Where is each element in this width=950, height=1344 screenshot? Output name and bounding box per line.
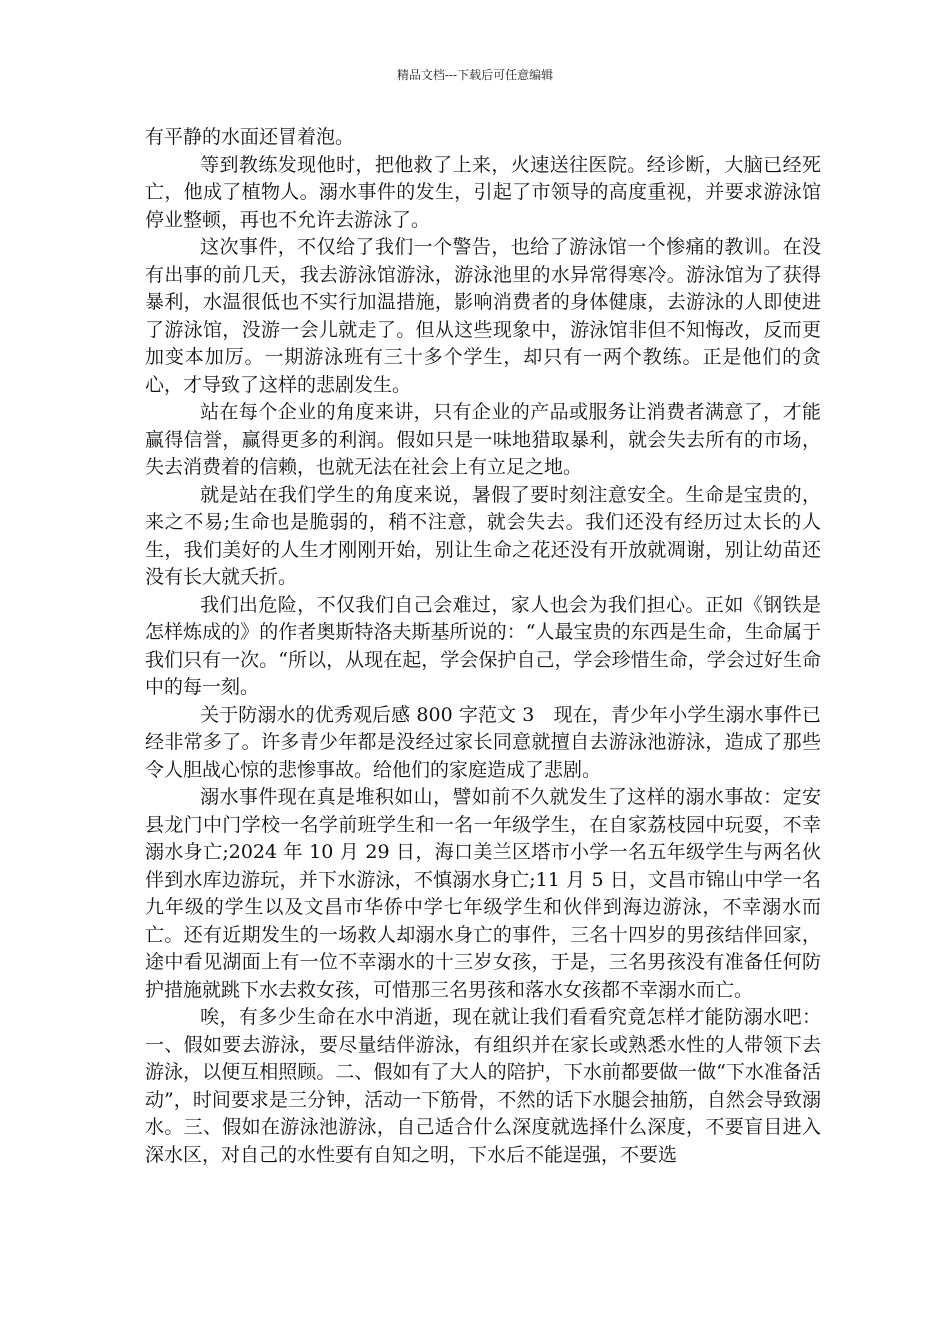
paragraph-7: 关于防溺水的优秀观后感 800 字范文 3 现在，青少年小学生溺水事件已经非常多了。许多青少年都是没经过家长同意就擅自去游泳池游泳，造成了那些令人胆战心惊的悲惨事故。给他们的家庭造成了悲剧。 bbox=[145, 703, 821, 781]
paragraph-4: 站在每个企业的角度来讲，只有企业的产品或服务让消费者满意了，才能赢得信誉，赢得更多的利润。假如只是一味地猎取暴利，就会失去所有的市场，失去消费着的信赖，也就无法在社会上有立足之地。 bbox=[145, 401, 821, 478]
paragraph-8: 溺水事件现在真是堆积如山，譬如前不久就发生了这样的溺水事故：定安县龙门中门学校一名学前班学生和一名一年级学生，在自家荔枝园中玩耍，不幸溺水身亡;2024 年 10 月 29 日，海口美兰区塔市小学一名五年级学生与两名伙伴到水库边游玩，并下水游泳，不慎溺水身亡;11 月 5 日，文昌市锦山中学一名九年级的学生以及文昌市华侨中学七年级学生和伙伴到海边游泳，不幸溺水而亡。还有近期发生的一场救人却溺水身亡的事件，三名十四岁的男孩结伴回家，途中看见湖面上有一位不幸溺水的十三岁女孩，于是，三名男孩没有准备任何防护措施就跳下水去救女孩，可惜那三名男孩和落水女孩都不幸溺水而亡。 bbox=[145, 786, 821, 1001]
paragraph-1: 有平静的水面还冒着泡。 bbox=[145, 126, 355, 148]
paragraph-5: 就是站在我们学生的角度来说，暑假了要时刻注意安全。生命是宝贵的，来之不易;生命也是脆弱的，稍不注意，就会失去。我们还没有经历过太长的人生，我们美好的人生才刚刚开始，别让生命之花还没有开放就凋谢，别让幼苗还没有长大就夭折。 bbox=[145, 483, 821, 588]
document-body bbox=[145, 124, 821, 1169]
page-header: 精品文档---下载后可任意编辑 bbox=[396, 68, 554, 82]
paragraph-3: 这次事件，不仅给了我们一个警告，也给了游泳馆一个惨痛的教训。在没有出事的前几天，我去游泳馆游泳，游泳池里的水异常得寒冷。游泳馆为了获得暴利，水温很低也不实行加温措施，影响消费者的身体健康，去游泳的人即使进了游泳馆，没游一会儿就走了。但从这些现象中，游泳馆非但不知悔改，反而更加变本加厉。一期游泳班有三十多个学生，却只有一两个教练。正是他们的贪心，才导致了这样的悲剧发生。 bbox=[145, 236, 821, 396]
paragraph-6: 我们出危险，不仅我们自己会难过，家人也会为我们担心。正如《钢铁是怎样炼成的》的作者奥斯特洛夫斯基所说的：“人最宝贵的东西是生命，生命属于我们只有一次。“所以，从现在起，学会保护自己，学会珍惜生命，学会过好生命中的每一刻。 bbox=[145, 593, 821, 698]
paragraph-2: 等到教练发现他时，把他救了上来，火速送往医院。经诊断，大脑已经死亡，他成了植物人。溺水事件的发生，引起了市领导的高度重视，并要求游泳馆停业整顿，再也不允许去游泳了。 bbox=[145, 153, 821, 231]
paragraph-9: 唉，有多少生命在水中消逝，现在就让我们看看究竟怎样才能防溺水吧：一、假如要去游泳，要尽量结伴游泳，有组织并在家长或熟悉水性的人带领下去游泳，以便互相照顾。二、假如有了大人的陪护，下水前都要做一做“下水准备活动”，时间要求是三分钟，活动一下筋骨，不然的话下水腿会抽筋，自然会导致溺水。三、假如在游泳池游泳，自己适合什么深度就选择什么深度，不要盲目进入深水区，对自己的水性要有自知之明，下水后不能逞强，不要选 bbox=[145, 1006, 821, 1166]
